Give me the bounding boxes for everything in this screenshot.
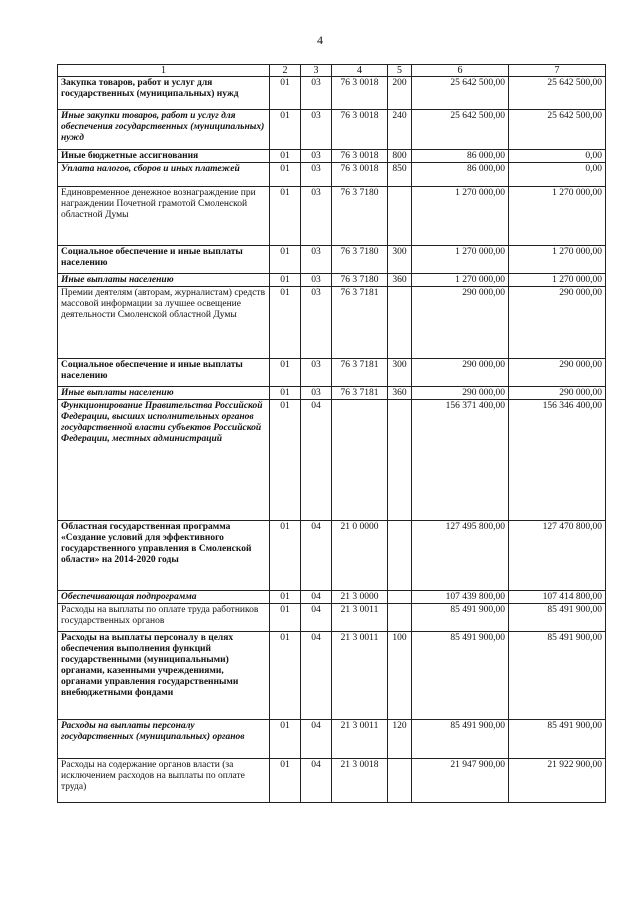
row-sum-1: 25 642 500,00 [412, 110, 509, 150]
row-sum-1: 127 495 800,00 [412, 521, 509, 591]
row-sum-2: 290 000,00 [509, 359, 606, 387]
row-sum-2: 25 642 500,00 [509, 77, 606, 110]
row-subsection: 04 [301, 521, 332, 591]
row-target-code: 21 3 0011 [332, 604, 388, 632]
row-name: Областная государственная программа «Создание условий для эффективного государственного управления в Смоленской области» на 2014-2020 годы [58, 521, 270, 591]
table-row [58, 400, 606, 521]
column-header: 2 [270, 65, 301, 77]
row-sum-1: 21 947 900,00 [412, 759, 509, 803]
row-target-code: 76 3 7180 [332, 246, 388, 274]
row-section: 01 [270, 187, 301, 246]
row-sum-2: 85 491 900,00 [509, 720, 606, 759]
row-sum-2: 0,00 [509, 163, 606, 187]
row-name: Расходы на выплаты персоналу в целях обеспечения выполнения функций государственными (муниципальными) органами, казенными учреждениями, органами управления государственными внебюджетными фондами [58, 632, 270, 720]
table-row [58, 359, 606, 387]
row-subsection: 04 [301, 604, 332, 632]
row-target-code: 21 3 0011 [332, 632, 388, 720]
row-name: Уплата налогов, сборов и иных платежей [58, 163, 270, 187]
row-section: 01 [270, 387, 301, 400]
row-section: 01 [270, 110, 301, 150]
row-target-code: 76 3 0018 [332, 77, 388, 110]
row-section: 01 [270, 759, 301, 803]
row-section: 01 [270, 150, 301, 163]
row-name: Социальное обеспечение и иные выплаты населению [58, 359, 270, 387]
row-expense-type [388, 521, 412, 591]
row-subsection: 03 [301, 110, 332, 150]
row-sum-1: 86 000,00 [412, 150, 509, 163]
row-subsection: 03 [301, 387, 332, 400]
table-row [58, 274, 606, 287]
row-expense-type [388, 759, 412, 803]
row-subsection: 04 [301, 632, 332, 720]
row-expense-type: 120 [388, 720, 412, 759]
row-section: 01 [270, 521, 301, 591]
column-header: 3 [301, 65, 332, 77]
row-section: 01 [270, 359, 301, 387]
row-name: Закупка товаров, работ и услуг для государственных (муниципальных) нужд [58, 77, 270, 110]
row-name: Расходы на содержание органов власти (за исключением расходов на выплаты по оплате труда) [58, 759, 270, 803]
row-expense-type: 300 [388, 246, 412, 274]
row-sum-1: 1 270 000,00 [412, 187, 509, 246]
row-target-code: 21 3 0000 [332, 591, 388, 604]
row-name: Иные выплаты населению [58, 274, 270, 287]
row-target-code: 21 0 0000 [332, 521, 388, 591]
row-name: Обеспечивающая подпрограмма [58, 591, 270, 604]
row-subsection: 04 [301, 591, 332, 604]
table-row [58, 77, 606, 110]
row-target-code: 76 3 0018 [332, 163, 388, 187]
row-subsection: 03 [301, 287, 332, 359]
row-subsection: 03 [301, 246, 332, 274]
row-sum-2: 127 470 800,00 [509, 521, 606, 591]
row-expense-type [388, 287, 412, 359]
row-sum-1: 107 439 800,00 [412, 591, 509, 604]
row-target-code: 76 3 7181 [332, 287, 388, 359]
row-sum-1: 290 000,00 [412, 387, 509, 400]
page-number: 4 [317, 33, 323, 47]
table-row [58, 632, 606, 720]
row-sum-2: 290 000,00 [509, 287, 606, 359]
row-target-code: 21 3 0018 [332, 759, 388, 803]
row-subsection: 03 [301, 163, 332, 187]
row-sum-2: 1 270 000,00 [509, 246, 606, 274]
row-section: 01 [270, 720, 301, 759]
header-row [58, 65, 606, 77]
row-sum-2: 85 491 900,00 [509, 604, 606, 632]
row-expense-type: 850 [388, 163, 412, 187]
row-expense-type: 100 [388, 632, 412, 720]
row-subsection: 03 [301, 359, 332, 387]
column-header: 1 [58, 65, 270, 77]
row-expense-type [388, 187, 412, 246]
row-name: Иные выплаты населению [58, 387, 270, 400]
row-sum-1: 85 491 900,00 [412, 720, 509, 759]
row-sum-2: 25 642 500,00 [509, 110, 606, 150]
row-section: 01 [270, 77, 301, 110]
row-section: 01 [270, 604, 301, 632]
row-sum-2: 21 922 900,00 [509, 759, 606, 803]
row-expense-type: 800 [388, 150, 412, 163]
row-target-code: 76 3 7180 [332, 187, 388, 246]
row-sum-1: 85 491 900,00 [412, 604, 509, 632]
row-sum-1: 1 270 000,00 [412, 246, 509, 274]
table-row [58, 150, 606, 163]
row-name: Иные закупки товаров, работ и услуг для обеспечения государственных (муниципальных) нужд [58, 110, 270, 150]
column-header: 6 [412, 65, 509, 77]
row-name: Премии деятелям (авторам, журналистам) средств массовой информации за лучшее освещение деятельности Смоленской областной Думы [58, 287, 270, 359]
row-name: Расходы на выплаты персоналу государственных (муниципальных) органов [58, 720, 270, 759]
row-target-code [332, 400, 388, 521]
budget-table [57, 64, 606, 803]
table-row [58, 521, 606, 591]
row-section: 01 [270, 287, 301, 359]
row-expense-type [388, 400, 412, 521]
row-sum-2: 1 270 000,00 [509, 274, 606, 287]
table-row [58, 759, 606, 803]
column-header: 5 [388, 65, 412, 77]
row-target-code: 76 3 7181 [332, 359, 388, 387]
row-target-code: 76 3 0018 [332, 150, 388, 163]
table-row [58, 604, 606, 632]
row-target-code: 76 3 7180 [332, 274, 388, 287]
row-sum-1: 85 491 900,00 [412, 632, 509, 720]
row-name: Расходы на выплаты по оплате труда работников государственных органов [58, 604, 270, 632]
row-name: Функционирование Правительства Российской Федерации, высших исполнительных органов государственной власти субъектов Российской Федерации, местных администраций [58, 400, 270, 521]
row-expense-type: 300 [388, 359, 412, 387]
row-sum-1: 1 270 000,00 [412, 274, 509, 287]
row-target-code: 21 3 0011 [332, 720, 388, 759]
table-row [58, 387, 606, 400]
row-expense-type [388, 604, 412, 632]
row-sum-2: 107 414 800,00 [509, 591, 606, 604]
row-section: 01 [270, 274, 301, 287]
table-row [58, 163, 606, 187]
row-section: 01 [270, 400, 301, 521]
row-subsection: 03 [301, 187, 332, 246]
row-name: Социальное обеспечение и иные выплаты населению [58, 246, 270, 274]
row-target-code: 76 3 7181 [332, 387, 388, 400]
row-section: 01 [270, 163, 301, 187]
row-sum-2: 290 000,00 [509, 387, 606, 400]
table-row [58, 187, 606, 246]
row-sum-2: 0,00 [509, 150, 606, 163]
row-expense-type [388, 591, 412, 604]
row-section: 01 [270, 632, 301, 720]
row-subsection: 03 [301, 150, 332, 163]
table-row [58, 720, 606, 759]
column-header: 7 [509, 65, 606, 77]
table-row [58, 591, 606, 604]
row-sum-2: 85 491 900,00 [509, 632, 606, 720]
row-section: 01 [270, 591, 301, 604]
row-section: 01 [270, 246, 301, 274]
column-header: 4 [332, 65, 388, 77]
row-target-code: 76 3 0018 [332, 110, 388, 150]
row-subsection: 03 [301, 274, 332, 287]
row-expense-type: 240 [388, 110, 412, 150]
table-row [58, 287, 606, 359]
row-sum-2: 156 346 400,00 [509, 400, 606, 521]
row-sum-2: 1 270 000,00 [509, 187, 606, 246]
table-row [58, 246, 606, 274]
row-subsection: 03 [301, 77, 332, 110]
row-sum-1: 290 000,00 [412, 287, 509, 359]
row-expense-type: 360 [388, 274, 412, 287]
row-subsection: 04 [301, 400, 332, 521]
row-subsection: 04 [301, 720, 332, 759]
row-expense-type: 200 [388, 77, 412, 110]
table-row [58, 110, 606, 150]
row-sum-1: 156 371 400,00 [412, 400, 509, 521]
row-sum-1: 290 000,00 [412, 359, 509, 387]
row-sum-1: 86 000,00 [412, 163, 509, 187]
row-name: Иные бюджетные ассигнования [58, 150, 270, 163]
row-name: Единовременное денежное вознаграждение при награждении Почетной грамотой Смоленской областной Думы [58, 187, 270, 246]
row-expense-type: 360 [388, 387, 412, 400]
row-subsection: 04 [301, 759, 332, 803]
row-sum-1: 25 642 500,00 [412, 77, 509, 110]
